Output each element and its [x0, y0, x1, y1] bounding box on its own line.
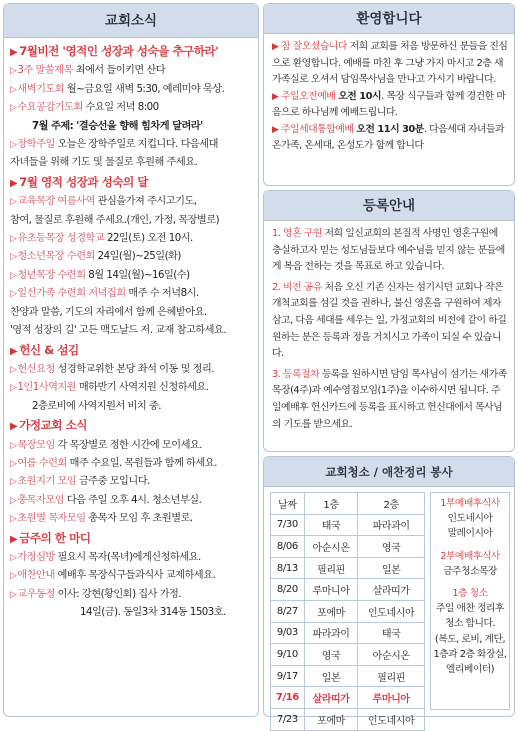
triangle-outline-icon: ▷ [10, 589, 17, 600]
table-cell: 루마니아 [358, 687, 425, 709]
list-item: ▷헌신요청 성경학교위한 본당 좌석 이동 및 정리. [10, 363, 215, 375]
triangle-outline-icon: ▷ [10, 495, 17, 506]
table-row [271, 514, 425, 536]
list-item: ▷3주 말씀제목 최에서 들이키면 산다 [10, 65, 166, 77]
table-cell: 8/20 [271, 579, 305, 601]
table-cell: 태국 [304, 514, 358, 536]
church-news-body [4, 38, 258, 623]
triangle-outline-icon: ▷ [10, 140, 17, 151]
list-item: ▷새벽기도회 월~금요일 새벽 5:30, 예레미야 묵상. [10, 83, 225, 95]
table-cell: 영국 [358, 536, 425, 558]
vision-heading: ▶ 7월비전 '영적인 성장과 성숙을 추구하라' [10, 44, 219, 58]
triangle-outline-icon: ▷ [10, 514, 17, 525]
triangle-icon: ▶ [272, 124, 279, 135]
table-row [271, 687, 425, 709]
month-theme: 7월 주제: '결승선을 향해 힘차게 달려라' [32, 120, 203, 132]
triangle-icon: ▶ [10, 345, 18, 357]
registration-panel [263, 190, 515, 452]
list-item: ▷가정심방 필요시 목자(목녀)에게신청하세요. [10, 551, 201, 563]
welcome-body [264, 34, 514, 155]
table-cell: 7/30 [271, 514, 305, 536]
table-cell: 인도네시아 [358, 600, 425, 622]
table-cell: 필리핀 [304, 557, 358, 579]
list-item: ▷교우동정 이사: 강현(황인회) 집사 가정. [10, 588, 182, 600]
triangle-outline-icon: ▷ [10, 270, 17, 281]
list-item: ▷수요공감기도회 수요일 저녁 8:00 [10, 102, 159, 114]
table-cell: 8/06 [271, 536, 305, 558]
table-row [271, 600, 425, 622]
table-cell: 인도네시아 [358, 708, 425, 730]
table-cell: 살라띠가 [358, 579, 425, 601]
table-header-floor1: 1층 [304, 493, 358, 515]
table-cell: 일본 [358, 557, 425, 579]
triangle-outline-icon: ▷ [10, 552, 17, 563]
triangle-outline-icon: ▷ [10, 571, 17, 582]
triangle-icon: ▶ [10, 421, 18, 433]
cleaning-duty-block: 1층 청소 주일 애찬 정리후 청소 합니다. (복도, 로비, 계단, 1층과 2층 화장실, 엘리베이터) [433, 588, 507, 676]
list-item-continuation: 2층로비에 사역지원서 비치 중. [32, 400, 162, 412]
table-cell: 살라띠가 [304, 687, 358, 709]
table-row [271, 579, 425, 601]
triangle-icon: ▶ [10, 47, 18, 58]
table-row [271, 708, 425, 730]
table-cell: 파라과이 [358, 514, 425, 536]
meal-duty-block: 2부예배후식사 금주청소목장 [440, 550, 500, 577]
triangle-outline-icon: ▷ [10, 383, 17, 394]
triangle-icon: ▶ [10, 177, 18, 189]
list-item-continuation: 자녀들을 위해 기도 및 물질로 후원해 주세요. [10, 157, 198, 169]
triangle-outline-icon: ▷ [10, 252, 17, 263]
triangle-outline-icon: ▷ [10, 289, 17, 300]
table-cell: 포에마 [304, 708, 358, 730]
list-item: ▷유초등목장 성경학교 22일(토) 오전 10시. [10, 233, 193, 245]
triangle-outline-icon: ▷ [10, 458, 17, 469]
triangle-outline-icon: ▷ [10, 197, 17, 208]
list-item: ▷1인1사역지원 매하반기 사역지원 신청하세요. [10, 382, 209, 394]
triangle-outline-icon: ▷ [10, 84, 17, 95]
list-item: ▷교육목장 여름사역 관심을가져 주시고기도, [10, 196, 197, 208]
table-cell: 필리핀 [358, 665, 425, 687]
table-cell: 영국 [304, 644, 358, 666]
welcome-paragraph: ▶ 참 잘오셨습니다 저희 교회를 처음 방문하신 분들을 진심으로 환영합니다. 예배를 마친 후 그냥 가지 마시고 2층 새가족실로 오셔서 담임목사님을 만나고 가시기 바랍니다. [272, 41, 508, 85]
meal-duty-block: 1부예배후식사 인도네시아 말레이시아 [440, 498, 500, 540]
table-header-date: 날짜 [271, 493, 305, 515]
table-cell: 7/16 [271, 687, 305, 709]
list-item-continuation: '영적 성장의 길' 고든 맥도날드 저. 교재 참고하세요. [10, 325, 227, 337]
table-header-floor2: 2층 [358, 493, 425, 515]
list-item: ▷초원별 목자모임 총목자 모임 후 초원별로. [10, 513, 193, 525]
list-item: ▷장학주일 오늘은 장학주일로 지킵니다. 다음세대 [10, 139, 218, 151]
registration-paragraph: 1. 영혼 구원 저희 일신교회의 본질적 사명인 영혼구원에 충실하고자 믿는 성도님들보다 예수님을 믿지 않는 분들에게 복음 전하는 것을 목표로 하고 있습니다. [272, 228, 505, 273]
table-header-row [271, 493, 425, 515]
table-cell: 파라과이 [304, 622, 358, 644]
meal-duty-box [430, 492, 510, 710]
list-item: ▷목장모임 각 목장별로 정한 시간에 모이세요. [10, 439, 203, 451]
triangle-icon: ▶ [10, 533, 18, 545]
table-cell: 일본 [304, 665, 358, 687]
triangle-outline-icon: ▷ [10, 103, 17, 114]
section-heading: ▶ 가정교회 소식 [10, 418, 87, 433]
triangle-outline-icon: ▷ [10, 477, 17, 488]
cleaning-panel [263, 456, 515, 727]
table-cell: 태국 [358, 622, 425, 644]
registration-paragraph: 2. 비전 공유 처음 오신 기존 신자는 섬기시던 교회나 작은 개척교회를 섬길 것을 권하나, 불신 영혼을 구원하여 제자 삼고, 다음 세대를 세우는 일, 가정교회의 비전에 같이 하길 원하는 분은 등록과 정을 거치시고 가족이 되실 수 있습니다. [272, 281, 507, 360]
table-cell: 9/03 [271, 622, 305, 644]
triangle-icon: ▶ [272, 91, 279, 102]
list-item: ▷청년목장 수련회 8월 14일(월)~16일(수) [10, 269, 190, 281]
table-cell: 포에마 [304, 600, 358, 622]
registration-paragraph: 3. 등록절차 등록을 원하시면 담임 목사님이 섬기는 새가족목장(4주)과 예수영접모임(1주)을 이수하시면 됩니다. 주일예배후 헌신카드에 등록을 표시하고 헌신대에서 목사님의 기도를 받으세요. [272, 368, 507, 430]
list-item: ▷초원지기 모임 금주중 모입니다. [10, 476, 150, 488]
table-row [271, 536, 425, 558]
registration-body [264, 221, 514, 433]
triangle-icon: ▶ [272, 42, 279, 52]
list-item: ▷일신가족 수련회 저녁집회 매주 수 저녁8시. [10, 288, 199, 300]
table-cell: 9/17 [271, 665, 305, 687]
table-row [271, 665, 425, 687]
list-item: ▷총목자모임 다음 주일 오후 4시. 청소년부실. [10, 494, 202, 506]
table-cell: 루마니아 [304, 579, 358, 601]
triangle-outline-icon: ▷ [10, 364, 17, 375]
triangle-outline-icon: ▷ [10, 234, 17, 245]
church-news-title: 교회소식 [4, 4, 258, 38]
table-row [271, 644, 425, 666]
church-news-panel [3, 3, 259, 717]
welcome-title: 환영합니다 [264, 4, 514, 34]
list-item: ▷여름 수련회 매주 수요일. 목원들과 함께 하세요. [10, 457, 217, 469]
section-heading: ▶ 7월 영적 성장과 성숙의 달 [10, 174, 148, 189]
section-heading: ▶ 금주의 한 마디 [10, 530, 91, 545]
list-item: ▷청소년목장 수련회 24일(월)~25일(화) [10, 251, 181, 263]
list-item-continuation: 참여, 물질로 후원해 주세요.(개인, 가정, 목장별로) [10, 214, 220, 226]
welcome-paragraph: ▶ 주일오전예배 오전 10시. 목장 식구들과 함께 경건한 마음으로 하나님께 예배드립니다. [272, 90, 506, 118]
cleaning-title: 교회청소 / 애찬정리 봉사 [264, 457, 514, 487]
table-cell: 아순시온 [358, 644, 425, 666]
triangle-outline-icon: ▷ [10, 440, 17, 451]
list-item: ▷애찬안내 예배후 목장식구들과식사 교제하세요. [10, 570, 216, 582]
section-heading: ▶ 헌신 & 섬김 [10, 342, 79, 357]
table-row [271, 622, 425, 644]
welcome-paragraph: ▶ 주일세대통합예배 오전 11시 30분. 다음세대 자녀들과 온가족, 온세대, 온성도가 함께 합니다 [272, 123, 505, 151]
table-cell: 7/23 [271, 708, 305, 730]
list-item-continuation: 14일(금). 동일3차 314동 1503호. [80, 607, 226, 619]
triangle-outline-icon: ▷ [10, 66, 17, 77]
table-cell: 9/10 [271, 644, 305, 666]
cleaning-table [270, 492, 425, 731]
table-cell: 아순시온 [304, 536, 358, 558]
registration-title: 등록안내 [264, 191, 514, 221]
table-cell: 8/27 [271, 600, 305, 622]
list-item-continuation: 찬양과 말씀, 기도의 자리에서 함께 은혜받아요. [10, 306, 207, 318]
table-row [271, 557, 425, 579]
welcome-panel [263, 3, 515, 186]
table-cell: 8/13 [271, 557, 305, 579]
